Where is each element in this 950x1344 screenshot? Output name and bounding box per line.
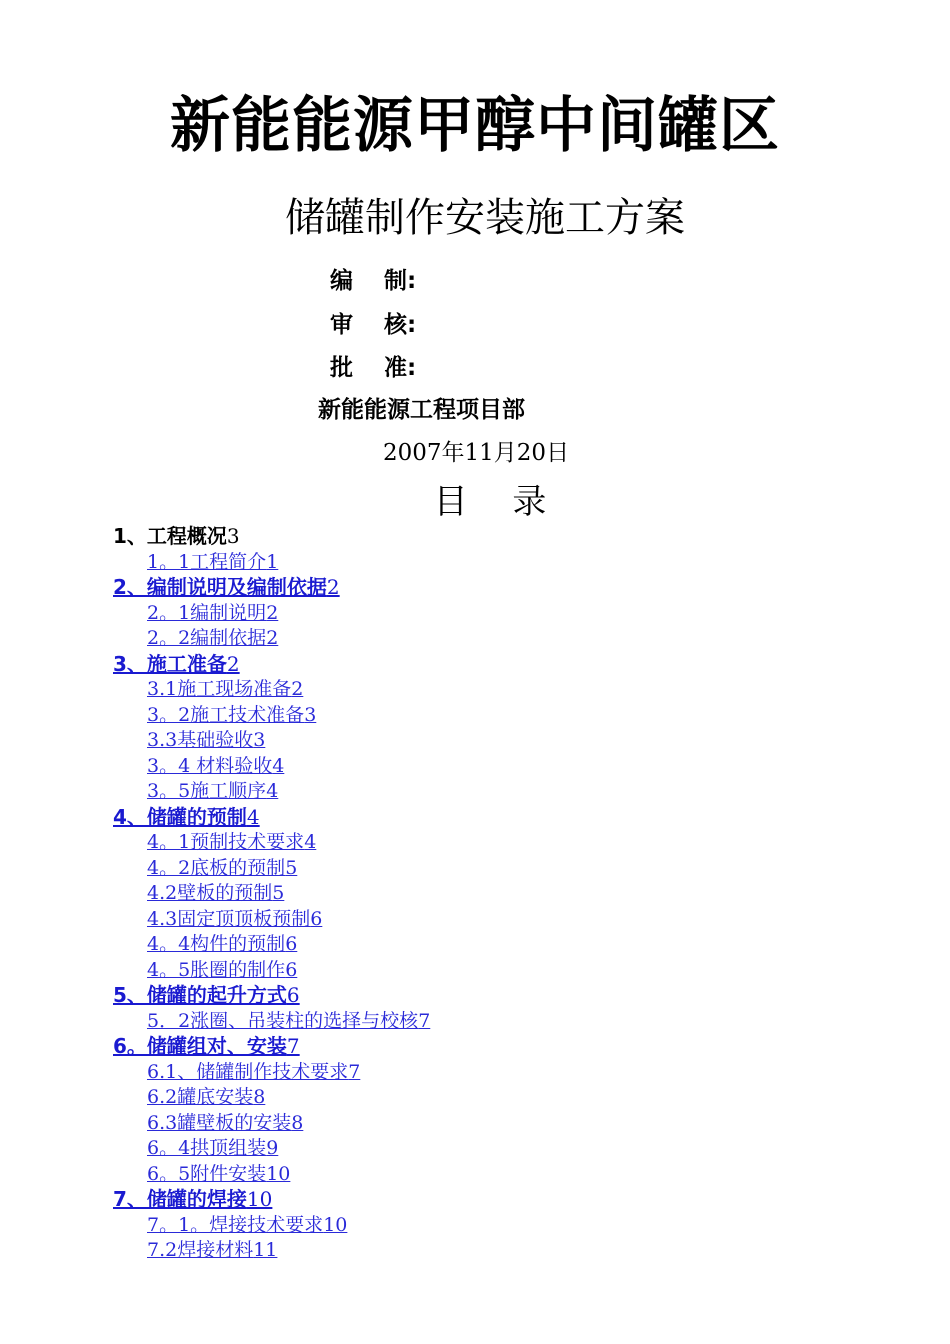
toc-entry[interactable] [113, 779, 913, 805]
toc-entry[interactable] [113, 1085, 913, 1111]
toc-entry[interactable] [113, 958, 913, 984]
toc-entry-text: 6。储罐组对、安装 [113, 1034, 287, 1058]
toc-entry[interactable] [113, 703, 913, 729]
toc-entry-text: 2。1编制说明 [147, 601, 267, 624]
toc-entry[interactable] [113, 932, 913, 958]
toc-entry[interactable] [113, 1136, 913, 1162]
toc-entry-text: 7.2焊接材料 [147, 1239, 254, 1261]
signoff-approve [330, 357, 430, 380]
toc-heading: 目 录 [433, 482, 547, 522]
toc-entry[interactable] [113, 626, 913, 652]
table-of-contents [113, 524, 913, 1264]
toc-entry-page: 1 [266, 550, 279, 573]
toc-entry-text: 5、储罐的起升方式 [113, 983, 287, 1007]
signoff-review-label: 审 核: [330, 312, 417, 338]
toc-entry[interactable] [113, 856, 913, 882]
toc-entry-text: 3。2施工技术准备 [147, 703, 305, 726]
document-date: 2007年11月20日 [383, 440, 570, 466]
toc-entry-text: 4.2壁板的预制 [147, 882, 273, 904]
toc-entry-page: 5 [285, 856, 298, 879]
toc-entry-text: 6.1、储罐制作技术要求 [147, 1060, 349, 1083]
toc-entry-text: 3.3基础验收 [147, 729, 254, 751]
toc-entry-page: 2 [326, 575, 340, 599]
signoff-review [330, 314, 430, 337]
document-subtitle: 储罐制作安装施工方案 [285, 195, 685, 241]
toc-entry[interactable] [113, 881, 913, 907]
toc-entry-text: 1。1工程简介 [147, 550, 267, 573]
document-title: 新能能源甲醇中间罐区 [170, 91, 780, 161]
toc-entry-page: 4 [304, 831, 317, 853]
toc-entry[interactable] [113, 907, 913, 933]
toc-entry[interactable] [113, 550, 913, 576]
toc-entry[interactable] [113, 1009, 913, 1035]
toc-entry-text: 6.2罐底安装 [147, 1086, 254, 1108]
toc-entry[interactable] [113, 1060, 913, 1086]
toc-entry-page: 7 [286, 1034, 300, 1058]
toc-entry-text: 4、储罐的预制 [113, 804, 247, 829]
toc-entry-page: 6 [285, 958, 298, 981]
toc-entry[interactable] [113, 1187, 913, 1213]
toc-entry-page: 6 [286, 983, 300, 1007]
toc-entry-text: 4.3固定顶顶板预制 [147, 907, 311, 930]
toc-entry-page: 7 [418, 1009, 431, 1032]
toc-entry-page: 3 [226, 524, 240, 548]
toc-entry-page: 2 [266, 627, 279, 649]
toc-entry-page: 2 [266, 601, 279, 624]
toc-entry[interactable] [113, 830, 913, 856]
toc-entry[interactable] [113, 1213, 913, 1239]
toc-entry-text: 6。4拱顶组装 [147, 1137, 267, 1159]
toc-entry-page: 2 [226, 651, 240, 676]
toc-entry-text: 6。5附件安装 [147, 1162, 267, 1185]
toc-entry[interactable] [113, 1238, 913, 1264]
toc-entry-page: 8 [253, 1086, 266, 1108]
toc-entry-page: 4 [272, 754, 285, 777]
toc-entry-text: 4。1预制技术要求 [147, 831, 305, 853]
signoff-approve-label: 批 准: [330, 355, 417, 381]
toc-entry-text: 3。4 材料验收 [147, 754, 273, 777]
toc-entry-page: 4 [246, 804, 260, 829]
toc-entry-text: 1、工程概况 [113, 524, 227, 548]
toc-entry-page: 6 [310, 907, 323, 930]
toc-entry[interactable] [113, 601, 913, 627]
toc-entry[interactable] [113, 524, 913, 550]
toc-entry-page: 11 [253, 1239, 278, 1261]
toc-entry-page: 10 [266, 1162, 291, 1185]
toc-entry[interactable] [113, 575, 913, 601]
toc-entry-page: 6 [285, 933, 298, 955]
toc-entry-page: 3 [304, 703, 317, 726]
toc-entry-text: 2、编制说明及编制依据 [113, 575, 327, 599]
toc-entry-page: 2 [291, 678, 304, 700]
toc-entry-text: 3.1施工现场准备 [147, 678, 292, 700]
toc-entry-page: 4 [266, 780, 279, 802]
toc-entry[interactable] [113, 1034, 913, 1060]
toc-entry[interactable] [113, 652, 913, 678]
toc-entry[interactable] [113, 983, 913, 1009]
toc-entry-text: 4。2底板的预制 [147, 856, 286, 879]
toc-entry[interactable] [113, 1162, 913, 1188]
toc-entry-page: 9 [266, 1137, 279, 1159]
toc-entry[interactable] [113, 728, 913, 754]
toc-entry-text: 5．2涨圈、吊装柱的选择与校核 [147, 1009, 419, 1032]
toc-entry-text: 2。2编制依据 [147, 627, 267, 649]
toc-entry-text: 4。5胀圈的制作 [147, 958, 286, 981]
toc-entry[interactable] [113, 677, 913, 703]
toc-entry-page: 5 [272, 882, 285, 904]
toc-entry-text: 7。1。焊接技术要求 [147, 1213, 324, 1236]
toc-entry-page: 8 [291, 1111, 304, 1134]
toc-entry-page: 10 [246, 1187, 273, 1211]
toc-entry-text: 6.3罐壁板的安装 [147, 1111, 292, 1134]
signoff-compile-label: 编 制: [330, 268, 417, 294]
toc-entry-text: 3。5施工顺序 [147, 780, 267, 802]
signoff-compile [330, 270, 430, 293]
organization-name: 新能能源工程项目部 [318, 397, 525, 423]
toc-entry-text: 7、储罐的焊接 [113, 1187, 247, 1211]
toc-entry-page: 7 [348, 1060, 361, 1083]
toc-entry-text: 4。4构件的预制 [147, 933, 286, 955]
toc-entry[interactable] [113, 805, 913, 831]
toc-entry-text: 3、施工准备 [113, 651, 227, 676]
toc-entry-page: 3 [253, 729, 266, 751]
toc-entry[interactable] [113, 754, 913, 780]
toc-entry-page: 10 [323, 1213, 348, 1236]
toc-entry[interactable] [113, 1111, 913, 1137]
